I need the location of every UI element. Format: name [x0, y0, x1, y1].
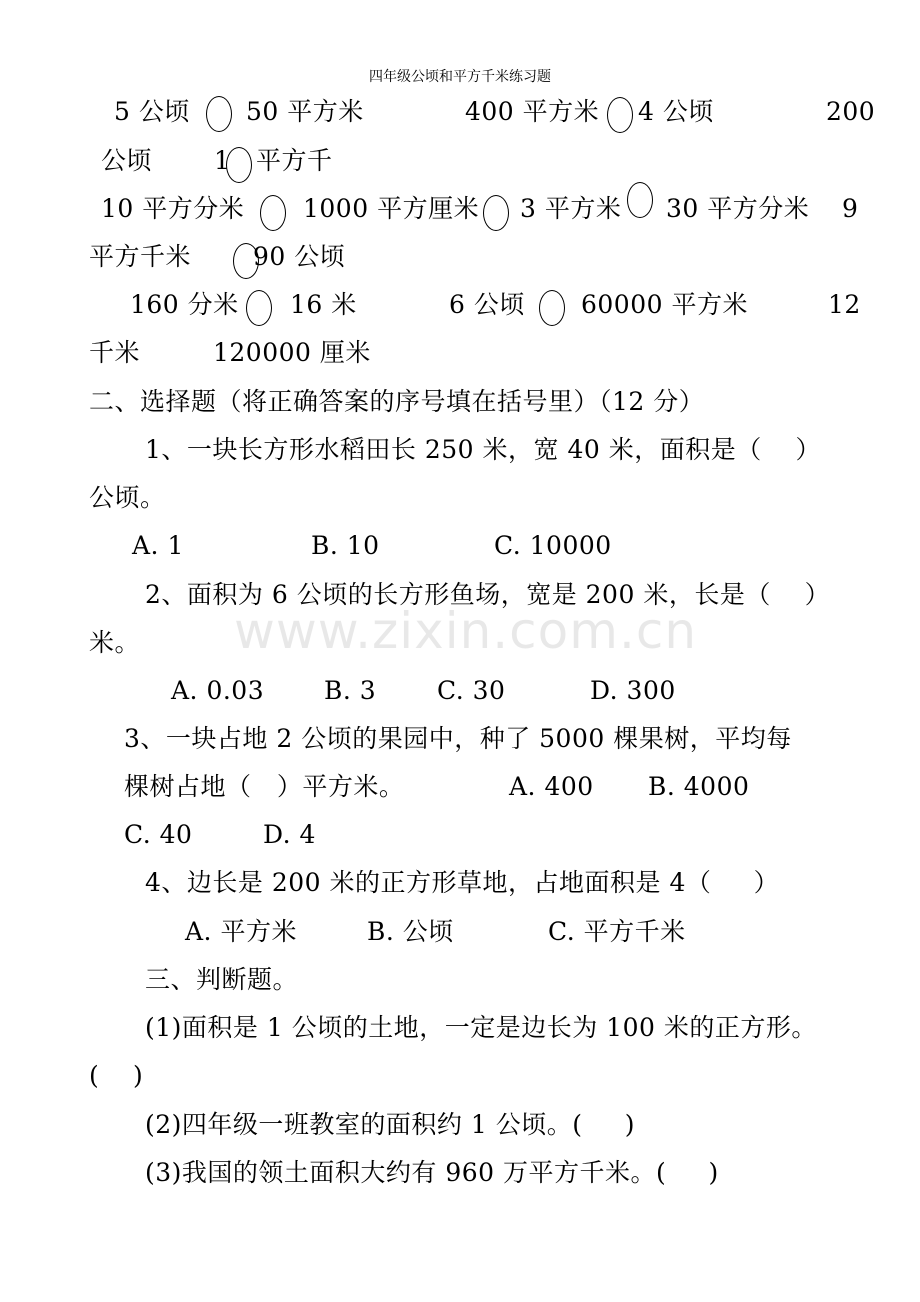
compare-item: 3 平方米 [520, 194, 622, 223]
option[interactable]: C. 40 [124, 820, 193, 849]
compare-item: 千米 [89, 338, 141, 367]
judge-item-1: (1)面积是 1 公顷的土地，一定是边长为 100 米的正方形。 [145, 1013, 817, 1042]
page-header: 四年级公顷和平方千米练习题 [369, 69, 551, 85]
judge-heading: 三、判断题。 [145, 965, 299, 994]
compare-circle[interactable] [539, 290, 565, 326]
compare-circle[interactable] [483, 195, 509, 231]
compare-item: 30 平方分米 [666, 194, 810, 223]
compare-circle[interactable] [607, 97, 633, 133]
judge-item-2: (2)四年级一班教室的面积约 1 公顷。( ) [145, 1110, 635, 1139]
question-2: 2、面积为 6 公顷的长方形鱼场，宽是 200 米，长是（ ） [145, 580, 831, 609]
compare-item: 平方千 [256, 146, 333, 175]
compare-item: 公顷 [101, 146, 153, 175]
compare-item: 12 [828, 290, 861, 319]
choice-heading: 二、选择题（将正确答案的序号填在括号里）（12 分） [89, 387, 705, 416]
question-1: 1、一块长方形水稻田长 250 米，宽 40 米，面积是（ ） [145, 435, 822, 464]
compare-item: 120000 厘米 [213, 338, 371, 367]
option[interactable]: C. 10000 [494, 531, 612, 560]
compare-item: 50 平方米 [246, 97, 364, 126]
compare-item: 90 公顷 [253, 242, 346, 271]
compare-item: 5 公顷 [114, 97, 190, 126]
judge-item-3: (3)我国的领土面积大约有 960 万平方千米。( ) [145, 1158, 719, 1187]
option[interactable]: B. 4000 [648, 772, 750, 801]
watermark: www.zixin.com.cn [234, 602, 698, 660]
option[interactable]: A. 平方米 [185, 917, 297, 946]
option[interactable]: A. 0.03 [171, 676, 265, 705]
compare-circle[interactable] [226, 147, 252, 183]
compare-item: 4 公顷 [638, 97, 714, 126]
compare-circle[interactable] [627, 182, 653, 218]
question-2-cont: 米。 [89, 628, 141, 657]
compare-item: 400 平方米 [465, 97, 600, 126]
compare-item: 9 [842, 194, 859, 223]
option[interactable]: B. 公顷 [367, 917, 454, 946]
option[interactable]: D. 4 [263, 820, 316, 849]
compare-item: 16 米 [290, 290, 357, 319]
compare-item: 1 [214, 146, 231, 175]
compare-item: 1000 平方厘米 [303, 194, 480, 223]
question-3-cont: 棵树占地（ ）平方米。 [124, 772, 405, 801]
compare-item: 6 公顷 [449, 290, 525, 319]
judge-answer-1[interactable]: ( ) [89, 1061, 144, 1090]
compare-circle[interactable] [206, 96, 232, 132]
compare-item: 160 分米 [130, 290, 239, 319]
option[interactable]: A. 1 [132, 531, 184, 560]
compare-circle[interactable] [260, 195, 286, 231]
compare-circle[interactable] [246, 290, 272, 326]
compare-item: 60000 平方米 [581, 290, 748, 319]
option[interactable]: D. 300 [590, 676, 676, 705]
question-4: 4、边长是 200 米的正方形草地，占地面积是 4（ ） [145, 868, 780, 897]
option[interactable]: A. 400 [509, 772, 594, 801]
question-1-cont: 公顷。 [89, 483, 166, 512]
question-3: 3、一块占地 2 公顷的果园中，种了 5000 棵果树，平均每 [124, 724, 792, 753]
compare-item: 200 [826, 97, 876, 126]
option[interactable]: B. 10 [311, 531, 380, 560]
compare-item: 平方千米 [89, 242, 192, 271]
option[interactable]: C. 平方千米 [548, 917, 686, 946]
option[interactable]: B. 3 [324, 676, 377, 705]
compare-item: 10 平方分米 [101, 194, 245, 223]
option[interactable]: C. 30 [437, 676, 506, 705]
